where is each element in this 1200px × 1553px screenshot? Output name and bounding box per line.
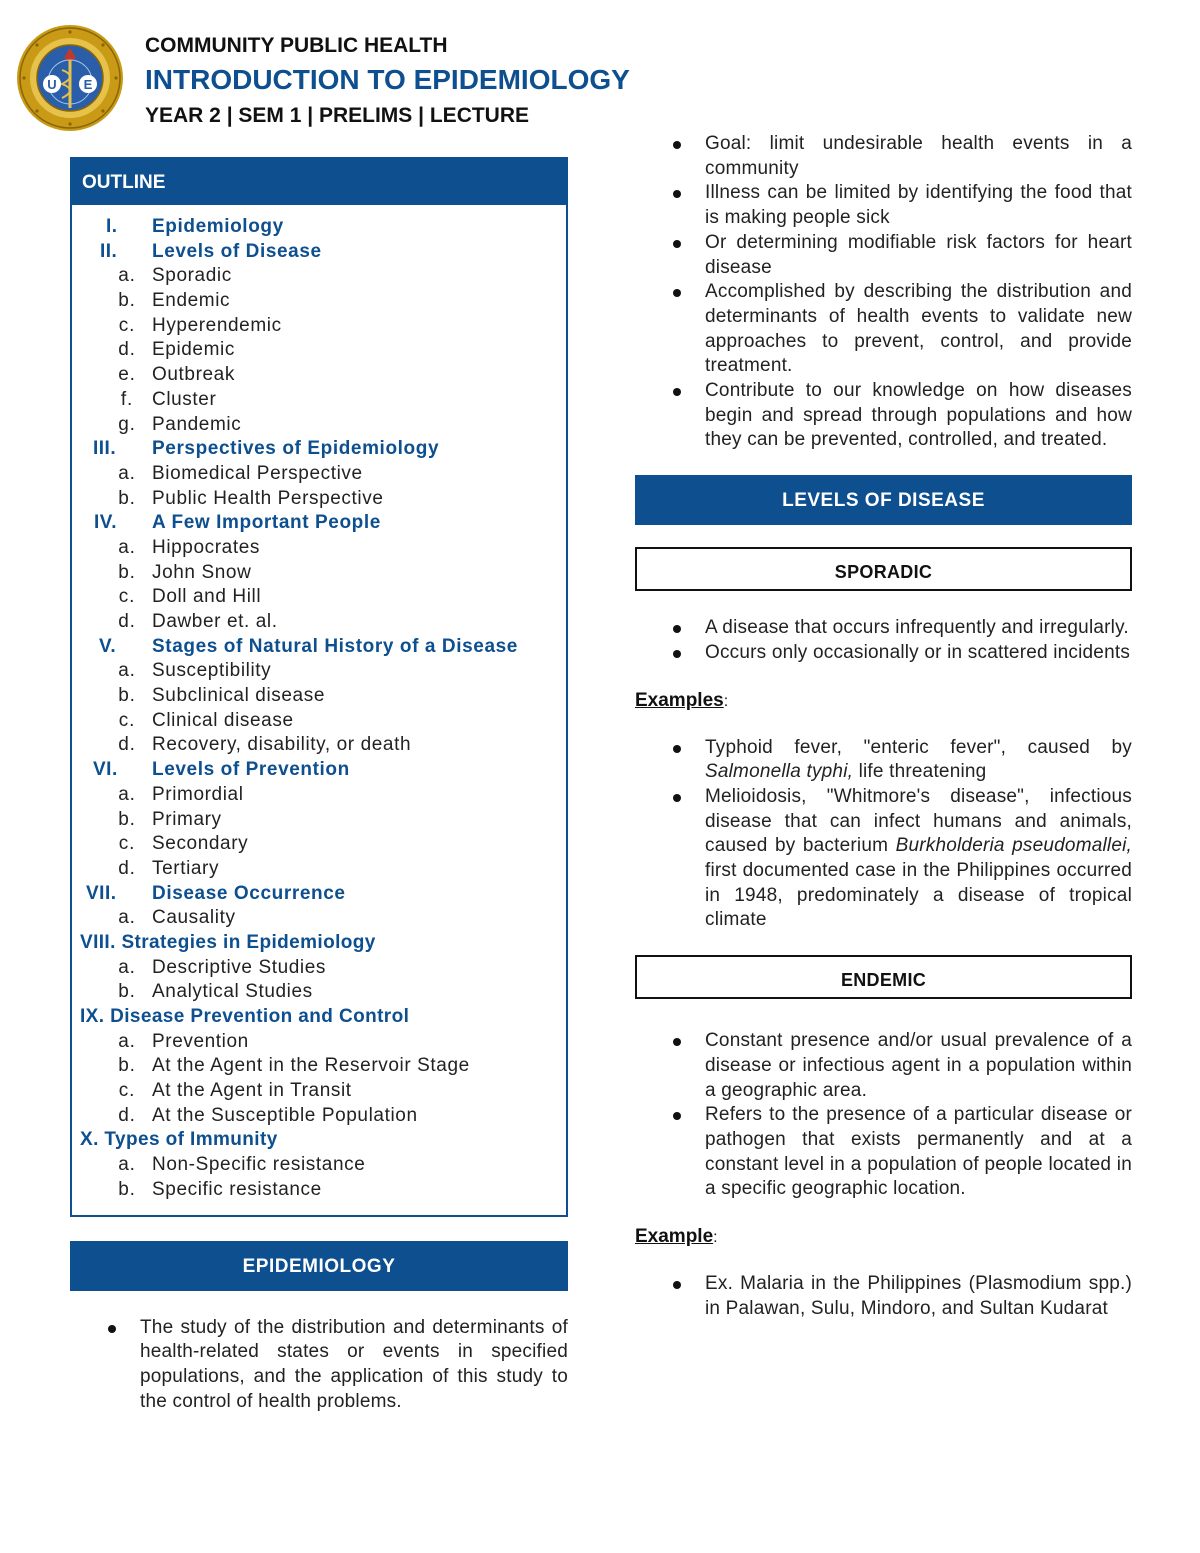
outline-subitem-label: Public Health Perspective (152, 487, 384, 509)
outline-subitem-letter: a. (118, 783, 136, 805)
outline-subitem[interactable] (72, 1153, 566, 1178)
outline-subitem-label: Outbreak (152, 364, 235, 386)
outline-subitem[interactable] (72, 808, 566, 833)
list-item: Accomplished by describing the distribution and determinants of health events to validate new approaches to prevent, control, and provide treatment. (635, 280, 1132, 379)
outline-subitem-label: Epidemic (152, 339, 235, 361)
list-item: Ex. Malaria in the Philippines (Plasmodium spp.) in Palawan, Sulu, Mindoro, and Sultan Kudarat (635, 1272, 1132, 1321)
lecture-title: INTRODUCTION TO EPIDEMIOLOGY (145, 64, 630, 95)
outline-subitem-label: Primordial (152, 783, 244, 805)
outline-section-number: IV. (94, 512, 117, 534)
list-item: Goal: limit undesirable health events in a community (635, 132, 1132, 181)
outline-subitem-letter: c. (118, 833, 136, 855)
outline-subitem-label: Recovery, disability, or death (152, 734, 412, 756)
organism-name: Salmonella typhi, (705, 761, 854, 783)
outline-subitem-letter: a. (118, 956, 136, 978)
outline-subitem-letter: a. (118, 907, 136, 929)
outline-section[interactable] (72, 758, 566, 783)
example-text: Typhoid fever, "enteric fever", caused by (705, 736, 1132, 758)
outline-subitem[interactable] (72, 684, 566, 709)
outline-subitem[interactable] (72, 363, 566, 388)
example-text: life threatening (853, 761, 987, 783)
outline-box (70, 157, 568, 1217)
outline-subitem-label: Subclinical disease (152, 685, 325, 707)
outline-subitem[interactable] (72, 1030, 566, 1055)
outline-subitem-letter: c. (118, 709, 136, 731)
example-text: first documented case in the Philippines occurred in 1948, predominately a disease of tropical climate (705, 860, 1132, 931)
endemic-definition-list (635, 1029, 1132, 1202)
example-heading: Example: (635, 1226, 718, 1248)
course-title: COMMUNITY PUBLIC HEALTH (145, 34, 448, 57)
outline-subitem[interactable] (72, 659, 566, 684)
outline-subitem-label: John Snow (152, 561, 252, 583)
outline-subitem[interactable] (72, 487, 566, 512)
outline-subitem[interactable] (72, 709, 566, 734)
outline-subitem[interactable] (72, 783, 566, 808)
outline-subitem-letter: d. (118, 611, 136, 632)
outline-subitem-label: Primary (152, 808, 222, 830)
list-item: Constant presence and/or usual prevalence of a disease or infectious agent in a population within a geographic area. (635, 1029, 1132, 1103)
outline-subitem-letter: b. (118, 487, 136, 509)
document-header (145, 33, 630, 131)
outline-section[interactable] (72, 931, 566, 956)
outline-subitem-letter: b. (118, 290, 136, 312)
list-item: Illness can be limited by identifying the food that is making people sick (635, 181, 1132, 230)
outline-subitem-label: Susceptibility (152, 660, 272, 682)
outline-subitem[interactable] (72, 264, 566, 289)
outline-subitem-label: Hippocrates (152, 536, 260, 558)
outline-subitem[interactable] (72, 388, 566, 413)
outline-subitem[interactable] (72, 561, 566, 586)
outline-section-label: Levels of Prevention (152, 759, 350, 781)
list-item (635, 736, 1132, 785)
epidemiology-heading: EPIDEMIOLOGY (70, 1241, 568, 1291)
outline-section[interactable] (72, 1005, 566, 1030)
outline-subitem-letter: e. (118, 364, 136, 386)
outline-subitem-letter: b. (118, 1055, 136, 1077)
list-item: A disease that occurs infrequently and irregularly. (635, 616, 1132, 641)
outline-subitem-label: Prevention (152, 1030, 249, 1052)
outline-section-number: III. (93, 438, 117, 460)
outline-section[interactable] (72, 437, 566, 462)
outline-subitem-letter: d. (118, 734, 136, 756)
outline-subitem-letter: b. (118, 561, 136, 583)
outline-section-number: VI. (93, 759, 118, 781)
outline-subitem-letter: b. (118, 1178, 136, 1200)
outline-subitem-letter: a. (118, 265, 136, 287)
epidemiology-goal-list (635, 132, 1132, 453)
outline-subitem-letter: d. (118, 339, 136, 361)
example-text: Melioidosis, "Whitmore's disease", infectious disease that can infect humans and animals, caused by bacterium (705, 785, 1132, 857)
levels-of-disease-heading: LEVELS OF DISEASE (635, 475, 1132, 525)
outline-subitem[interactable] (72, 1079, 566, 1104)
endemic-examples-list (635, 1272, 1132, 1321)
sporadic-title: SPORADIC (635, 547, 1132, 591)
outline-subitem-letter: a. (118, 1154, 136, 1176)
outline-subitem-letter: b. (118, 808, 136, 830)
outline-subitem-label: Dawber et. al. (152, 611, 278, 632)
list-item: The study of the distribution and determinants of health-related states or events in specified populations, and the application of this study to the control of health problems. (70, 1316, 568, 1415)
outline-subitem-label: Causality (152, 907, 236, 929)
outline-subitem-label: Non-Specific resistance (152, 1154, 366, 1176)
outline-subitem-label: Sporadic (152, 265, 232, 287)
outline-section-label: A Few Important People (152, 512, 381, 534)
outline-subitem[interactable] (72, 338, 566, 363)
epidemiology-definition-list (70, 1316, 568, 1415)
outline-section[interactable] (72, 215, 566, 240)
outline-subitem-label: Cluster (152, 388, 217, 410)
outline-section-label: Disease Occurrence (152, 882, 346, 904)
outline-subitem-label: Pandemic (152, 413, 242, 435)
outline-subitem[interactable] (72, 956, 566, 981)
seal-letter-e: E (83, 77, 93, 92)
outline-subitem[interactable] (72, 314, 566, 339)
list-item (635, 785, 1132, 933)
outline-subitem-label: Endemic (152, 290, 231, 312)
outline-section[interactable] (72, 1128, 566, 1153)
outline-section-label: X. Types of Immunity (80, 1129, 278, 1151)
university-seal-icon (16, 24, 124, 132)
outline-section-label: Levels of Disease (152, 240, 322, 262)
outline-subitem-letter: b. (118, 685, 136, 707)
outline-subitem-label: Descriptive Studies (152, 956, 327, 978)
outline-subitem-letter: c. (118, 314, 136, 336)
seal-letter-u: U (47, 77, 57, 92)
outline-section-number: V. (99, 635, 117, 657)
outline-subitem[interactable] (72, 413, 566, 438)
outline-subitem-label: Analytical Studies (152, 981, 313, 1003)
outline-subitem-label: Clinical disease (152, 709, 294, 731)
outline-section-number: VII. (86, 882, 117, 904)
outline-subitem-label: Biomedical Perspective (152, 462, 363, 484)
outline-subitem[interactable] (72, 832, 566, 857)
list-item: Or determining modifiable risk factors for heart disease (635, 231, 1132, 280)
endemic-title: ENDEMIC (635, 955, 1132, 999)
outline-subitem-letter: a. (118, 536, 136, 558)
outline-section[interactable] (72, 882, 566, 907)
sporadic-examples-list (635, 736, 1132, 934)
list-item: Contribute to our knowledge on how diseases begin and spread through populations and how they can be prevented, controlled, and treated. (635, 379, 1132, 453)
outline-subitem[interactable] (72, 289, 566, 314)
outline-subitem-label: At the Agent in the Reservoir Stage (152, 1055, 470, 1077)
outline-section-label: IX. Disease Prevention and Control (80, 1006, 410, 1027)
outline-subitem-label: At the Agent in Transit (152, 1080, 352, 1102)
examples-label: Examples (635, 689, 724, 711)
outline-subitem-letter: d. (118, 1104, 136, 1126)
outline-subitem[interactable] (72, 610, 566, 635)
lecture-meta: YEAR 2 | SEM 1 | PRELIMS | LECTURE (145, 104, 530, 127)
outline-subitem[interactable] (72, 462, 566, 487)
outline-subitem-letter: a. (118, 462, 136, 484)
outline-subitem-label: Doll and Hill (152, 586, 262, 608)
outline-subitem-letter: d. (118, 857, 136, 879)
outline-subitem-label: Hyperendemic (152, 314, 282, 336)
outline-list (72, 205, 566, 1215)
outline-subitem[interactable] (72, 536, 566, 561)
list-item: Refers to the presence of a particular disease or pathogen that exists permanently and at a constant level in a population of people located in a specific geographic location. (635, 1103, 1132, 1202)
outline-section[interactable] (72, 635, 566, 660)
right-column (635, 132, 1132, 1322)
example-label: Example (635, 1226, 714, 1248)
outline-subitem[interactable] (72, 980, 566, 1005)
outline-subitem-letter: a. (118, 1030, 136, 1052)
outline-subitem-letter: g. (118, 413, 136, 435)
outline-section-label: Epidemiology (152, 216, 284, 237)
outline-heading: OUTLINE (72, 159, 566, 205)
outline-subitem[interactable] (72, 906, 566, 931)
outline-subitem-label: Tertiary (152, 857, 220, 879)
outline-subitem-letter: f. (120, 388, 134, 410)
outline-subitem-label: At the Susceptible Population (152, 1104, 418, 1126)
organism-name: Burkholderia pseudomallei, (895, 835, 1133, 857)
outline-subitem[interactable] (72, 733, 566, 758)
outline-subitem[interactable] (72, 1178, 566, 1203)
outline-section-number: II. (100, 240, 118, 262)
outline-subitem[interactable] (72, 1054, 566, 1079)
outline-subitem-letter: b. (118, 981, 136, 1003)
outline-subitem-letter: c. (118, 586, 136, 608)
outline-subitem-letter: a. (118, 660, 136, 682)
list-item: Occurs only occasionally or in scattered incidents (635, 641, 1132, 666)
outline-section-label: VIII. Strategies in Epidemiology (80, 931, 376, 953)
outline-subitem-label: Specific resistance (152, 1178, 322, 1200)
left-column (70, 157, 568, 1414)
examples-heading: Examples: (635, 689, 729, 711)
outline-section[interactable] (72, 511, 566, 536)
outline-subitem[interactable] (72, 1104, 566, 1129)
outline-subitem-label: Secondary (152, 833, 249, 855)
outline-subitem[interactable] (72, 585, 566, 610)
outline-section-label: Stages of Natural History of a Disease (152, 635, 518, 657)
sporadic-definition-list (635, 616, 1132, 665)
outline-section-number: I. (106, 216, 118, 237)
outline-subitem-letter: c. (118, 1080, 136, 1102)
outline-subitem[interactable] (72, 857, 566, 882)
outline-section-label: Perspectives of Epidemiology (152, 438, 440, 460)
outline-section[interactable] (72, 240, 566, 265)
